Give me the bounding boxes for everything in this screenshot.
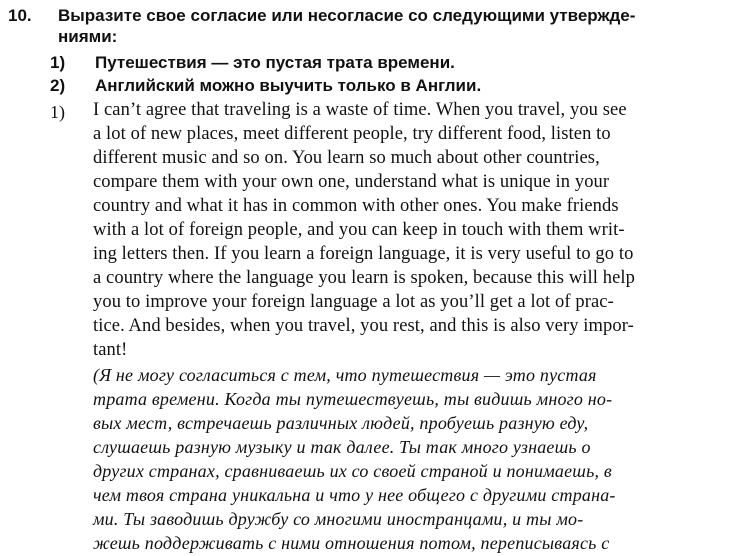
task-number: 10. [8,6,32,25]
english-line: ing letters then. If you learn a foreign language, it is very useful to go to [93,244,634,264]
english-line: you to improve your foreign language a lot as you’ll get a lot of prac- [93,292,614,312]
english-line: compare them with your own one, understand what is unique in your [93,172,610,192]
russian-line: других странах, сравниваешь их со своей страной и понимаешь, в [93,461,612,481]
answer-number: 1) [50,102,65,122]
russian-line: вых мест, встречаешь различных людей, пробуешь разную еду, [93,413,589,433]
english-line: country and what it has in common with other ones. You make friends [93,196,619,216]
russian-line: чем твоя страна уникальна и что у нее общего с другими страна- [93,485,616,505]
russian-line: трата времени. Когда ты путешествуешь, ты видишь много но- [93,389,613,409]
statement-number: 1) [50,53,66,72]
statement-number: 2) [50,76,66,95]
russian-line: жешь поддерживать с ними отношения потом, переписываясь с [93,533,610,553]
english-line: a country where the language you learn is spoken, because this will help [93,268,635,288]
task-instruction-line-2: ниями: [58,27,118,46]
russian-line: (Я не могу согласиться с тем, что путешествия — это пустая [93,365,597,385]
statement-text: Путешествия — это пустая трата времени. [95,53,455,72]
english-line: tant! [93,340,128,360]
english-line: a lot of new places, meet different people, try different food, listen to [93,124,611,144]
english-line: I can’t agree that traveling is a waste of time. When you travel, you see [93,100,627,120]
task-instruction-line-1: Выразите свое согласие или несогласие со следующими утвержде- [58,6,636,25]
russian-line: ми. Ты заводишь дружбу со многими иностранцами, и ты мо- [93,509,584,529]
english-line: different music and so on. You learn so much about other countries, [93,148,600,168]
russian-line: слушаешь разную музыку и так далее. Ты так много узнаешь о [93,437,591,457]
statement-text: Английский можно выучить только в Англии. [95,76,482,95]
english-line: tice. And besides, when you travel, you rest, and this is also very impor- [93,316,634,336]
english-line: with a lot of foreign people, and you can keep in touch with them writ- [93,220,625,240]
